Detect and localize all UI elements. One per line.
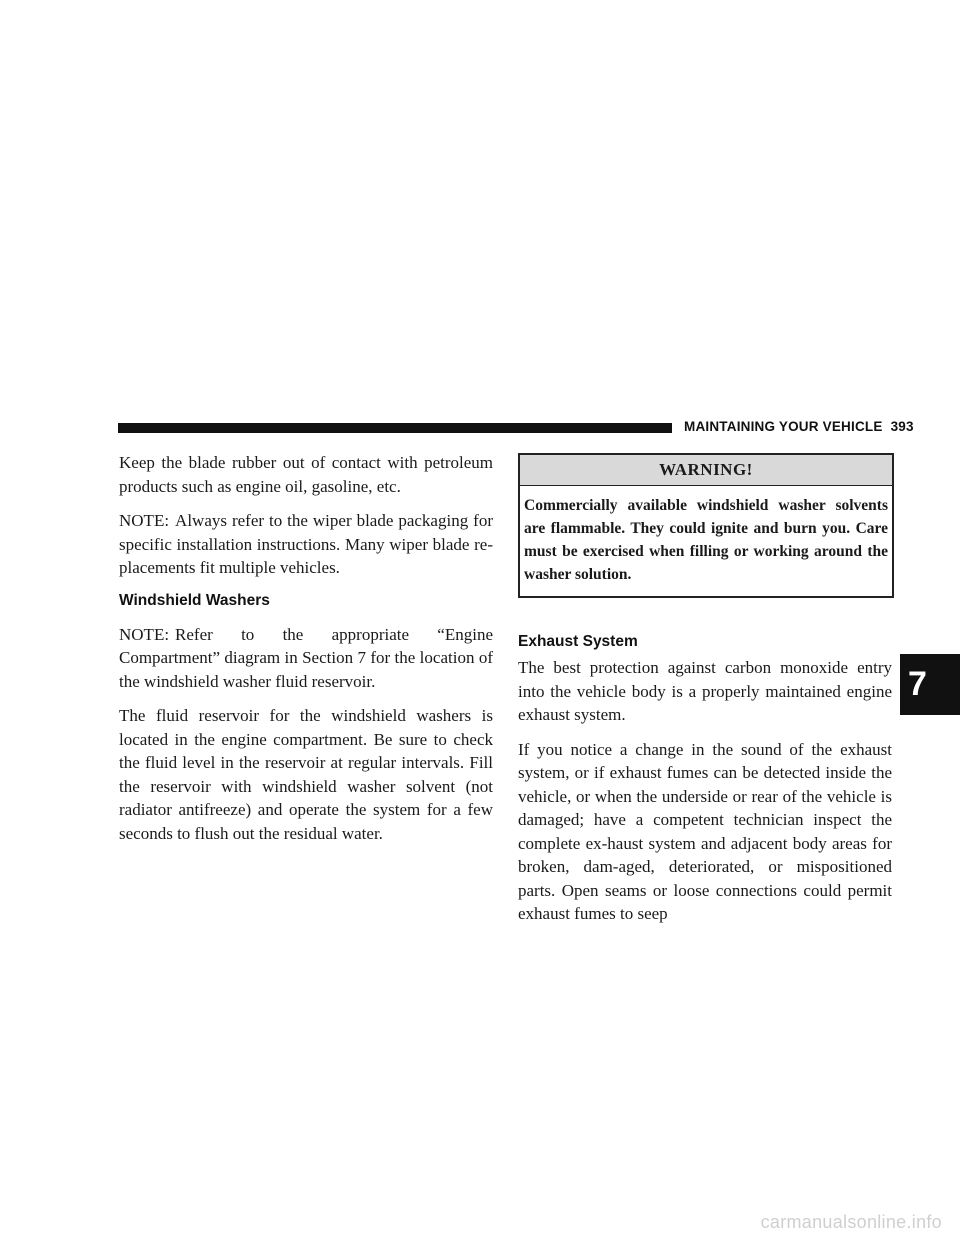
note-label: NOTE:	[119, 624, 170, 644]
note-wiper-packaging	[119, 509, 493, 580]
paragraph-fluid-reservoir: The fluid reservoir for the windshield washers is located in the engine compartment. Be sure to check the fluid level in the reservoir at regular intervals. Fill the reservoir with windshield washer solvent (not radiator antifreeze) and operate the system for a few seconds to flush out the residual water.	[119, 706, 493, 843]
warning-box	[518, 453, 894, 598]
section-tab: 7	[900, 654, 960, 715]
paragraph-exhaust-protection: The best protection against carbon monoxide entry into the vehicle body is a properly maintained engine exhaust system.	[518, 658, 892, 724]
warning-title: WARNING!	[520, 455, 892, 486]
note-label: NOTE:	[119, 511, 170, 530]
note-engine-compartment	[119, 623, 493, 694]
page-number: 393	[890, 419, 914, 434]
header-rule	[118, 423, 672, 433]
watermark: carmanualsonline.info	[760, 1212, 942, 1232]
right-column	[518, 451, 892, 937]
warning-text: Commercially available windshield washer solvents are flammable. They could ignite and burn you. Care must be exercised when filling or working around the washer solution.	[524, 497, 888, 583]
heading-exhaust-system: Exhaust System	[518, 633, 638, 650]
heading-windshield-washers: Windshield Washers	[119, 591, 270, 609]
paragraph-blade-rubber: Keep the blade rubber out of contact with petroleum products such as engine oil, gasoline, etc.	[119, 453, 493, 496]
running-header	[684, 419, 914, 439]
note-text: Refer to the appropriate “Engine Compartment” diagram in Section 7 for the location of the windshield washer fluid reservoir.	[119, 624, 493, 691]
paragraph-exhaust-inspection: If you notice a change in the sound of the exhaust system, or if exhaust fumes can be detected inside the vehicle, or when the underside or rear of the vehicle is damaged; have a competent technician inspect the complete ex-haust system and adjacent body areas for broken, dam-aged, deteriorated, or mispositioned parts. Open seams or loose connections could permit exhaust fumes to seep	[518, 739, 892, 923]
note-text: Always refer to the wiper blade packaging for specific installation instructions. Many wiper blade re-placements fit multiple vehicles.	[119, 511, 493, 577]
section-title: MAINTAINING YOUR VEHICLE	[684, 419, 883, 434]
left-column	[119, 451, 493, 856]
